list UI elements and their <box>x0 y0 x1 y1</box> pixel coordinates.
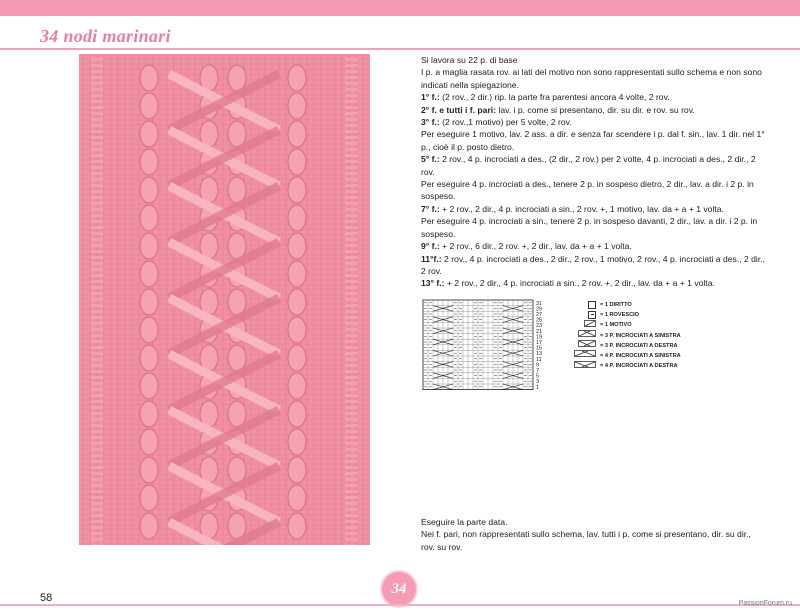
legend-item <box>570 331 750 341</box>
knit-swatch-photo <box>79 54 370 545</box>
row-label: 2° f. e tutti i f. pari: <box>421 104 497 115</box>
legend-item <box>570 300 750 310</box>
row-instruction <box>421 91 766 103</box>
row-text: + 2 rov., 2 dir., 4 p. incrociati a sin., 2 rov. +, 2 dir., lav. da + a + 1 volta. <box>444 278 715 289</box>
dot-square-icon <box>588 311 596 319</box>
watermark: PassionForum.ru <box>738 600 792 607</box>
row-text: 2 rov., 4 p. incrociati a des., (2 dir., 2 rov.) per 2 volte, 4 p. incrociati a des., 2 dir., 2 rov. <box>421 154 756 177</box>
chart-row-number: 9 <box>536 362 539 369</box>
legend-item <box>570 310 750 320</box>
chart-row-number: 3 <box>536 379 539 386</box>
legend-label: = 3 P. INCROCIATI A SINISTRA <box>600 332 681 339</box>
bottom-rule <box>0 604 800 606</box>
chart-row-number: 7 <box>536 368 539 374</box>
row-text: + 2 rov., 2 dir., 4 p. incrociati a sin., 2 rov. +, 1 motivo, lav. da + a + 1 volta. <box>439 203 724 214</box>
legend-label: = 3 P. INCROCIATI A DESTRA <box>600 342 678 349</box>
instructions-text <box>421 54 766 290</box>
legend-item <box>570 361 750 371</box>
pattern-number-badge <box>380 570 418 608</box>
row-instruction <box>421 253 766 278</box>
row-instruction <box>421 153 766 178</box>
instruction-para: I p. a maglia rasata rov. ai lati del motivo non sono rappresentati sullo schema e non sono indicati nella spiegazione. <box>421 67 762 90</box>
row-instruction <box>421 240 766 252</box>
chart-row-number: 13 <box>536 351 542 358</box>
footer-para: Eseguire la parte data. <box>421 517 508 527</box>
cross-3-left-icon <box>578 330 596 337</box>
row-text: 2 rov., 4 p. incrociati a des., 2 dir., 2 rov., 1 motivo, 2 rov., 4 p. incrociati a des., 2 dir., 2 rov. <box>421 253 766 276</box>
row-text: (2 rov.,1 motivo) per 5 volte, 2 rov. <box>439 117 572 128</box>
row-label: 7° f.: <box>421 203 440 214</box>
chart-row-number: 27 <box>536 312 542 318</box>
chart-row-number: 29 <box>536 306 542 313</box>
instruction-para: Si lavora su 22 p. di base <box>421 55 518 65</box>
chart-row-number: 21 <box>536 328 542 335</box>
legend-label: = 1 DIRITTO <box>600 302 632 308</box>
instruction-note: Per eseguire 1 motivo, lav. 2 ass. a dir. e senza far scendere i p. dal f. sin., lav. 1 dir. nel 1° p., cioè il p. posto dietro. <box>421 129 765 152</box>
chart-legend <box>570 300 750 371</box>
motif-icon <box>584 320 596 327</box>
row-label: 1° f.: <box>421 92 440 103</box>
knit-swatch-image <box>79 54 370 545</box>
chart-row-number: 19 <box>536 334 542 341</box>
empty-square-icon <box>588 301 596 309</box>
chart-row-number: 1 <box>536 384 539 391</box>
row-text: + 2 rov., 6 dir., 2 rov. +, 2 dir., lav. da + a + 1 volta. <box>439 241 632 252</box>
chart-row-number: 25 <box>536 317 542 324</box>
legend-label: = 1 MOTIVO <box>600 322 632 329</box>
chart-row-number: 15 <box>536 345 542 352</box>
legend-label: = 4 P. INCROCIATI A DESTRA <box>600 363 678 370</box>
footer-para: Nei f. pari, non rappresentati sullo schema, lav. tutti i p. come si presentano, dir. su dir., rov. su rov. <box>421 529 751 552</box>
chart-row-number: 17 <box>536 340 542 346</box>
title-rule <box>0 48 800 50</box>
badge-number: 34 <box>391 581 407 597</box>
chart-row-number: 11 <box>536 356 542 363</box>
legend-item <box>570 351 750 361</box>
instruction-note: Per eseguire 4 p. incrociati a sin., tenere 2 p. in sospeso davanti, 2 dir., lav. a dir. i 2 p. in sospeso. <box>421 216 758 239</box>
page-number: 58 <box>40 592 53 604</box>
row-label: 11°f.: <box>421 253 442 264</box>
page-title: 34 nodi marinari <box>40 26 171 46</box>
row-label: 9° f.: <box>421 241 440 252</box>
legend-item <box>570 341 750 351</box>
row-text: lav. i p. come si presentano, dir. su dir. e rov. su rov. <box>496 104 695 115</box>
chart-row-number: 5 <box>536 373 539 380</box>
chart-row-number: 31 <box>536 300 542 307</box>
row-instruction <box>421 116 766 128</box>
knitting-chart <box>421 298 556 394</box>
row-instruction <box>421 203 766 215</box>
knitting-chart-grid <box>421 298 556 394</box>
row-label: 3° f.: <box>421 117 440 128</box>
chart-row-number: 23 <box>536 323 542 330</box>
top-color-band <box>0 0 800 16</box>
legend-label: = 1 ROVESCIO <box>600 312 640 319</box>
row-label: 5° f.: <box>421 154 440 165</box>
row-text: (2 rov., 2 dir.) rip. la parte fra parentesi ancora 4 volte, 2 rov. <box>439 92 670 103</box>
title-bar <box>0 24 800 50</box>
instruction-note: Per eseguire 4 p. incrociati a des., tenere 2 p. in sospeso dietro, 2 dir., lav. a dir. i 2 p. in sospeso. <box>421 179 754 202</box>
row-label: 13° f.: <box>421 278 445 289</box>
cross-4-left-icon <box>574 350 596 357</box>
legend-label: = 4 P. INCROCIATI A SINISTRA <box>600 352 681 359</box>
row-instruction <box>421 104 766 116</box>
footer-instructions <box>421 516 766 553</box>
cross-4-right-icon <box>574 361 596 368</box>
legend-item <box>570 320 750 330</box>
cross-3-right-icon <box>578 340 596 347</box>
row-instruction <box>421 277 766 289</box>
